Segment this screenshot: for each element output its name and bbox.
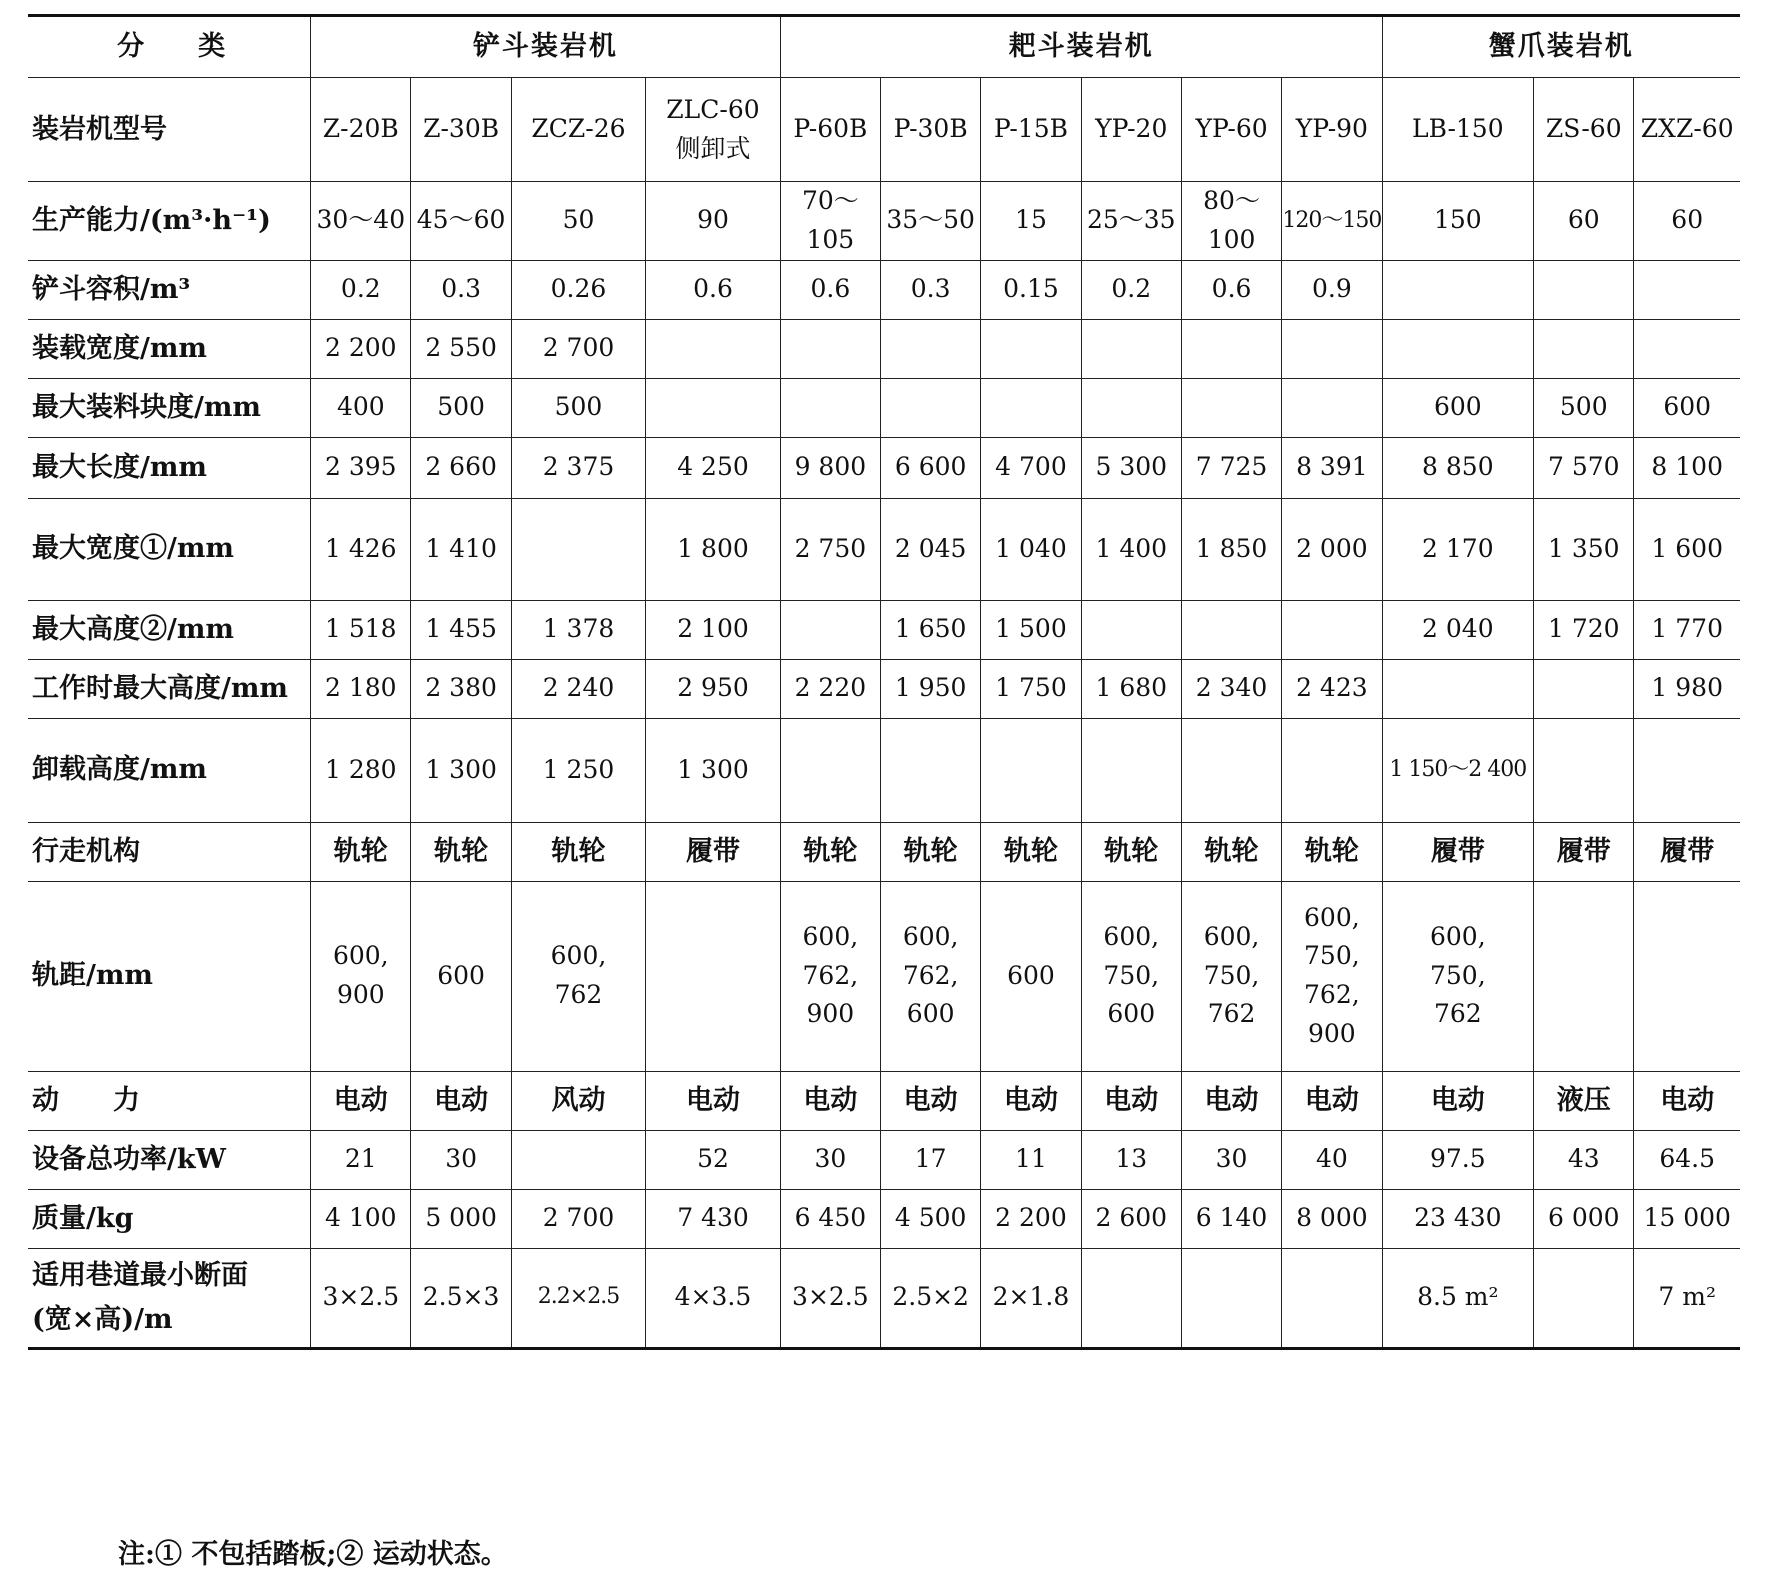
model-cell: LB-150 [1382, 78, 1534, 182]
value-cell [1534, 718, 1634, 822]
value-cell: 1 950 [881, 659, 981, 718]
value-cell: 500 [511, 378, 645, 437]
value-cell [511, 1130, 645, 1189]
category-label: 分 类 [28, 16, 311, 78]
value-cell: 2 600 [1081, 1189, 1181, 1248]
value-cell: 3×2.5 [780, 1248, 880, 1348]
value-cell: 600 [1382, 378, 1534, 437]
value-cell [1634, 319, 1740, 378]
spec-row [28, 498, 1740, 600]
value-cell: 90 [646, 182, 780, 261]
row-label: 卸载高度/mm [28, 718, 311, 822]
value-cell: 600 [411, 881, 511, 1071]
model-cell: Z-20B [311, 78, 411, 182]
value-cell [1534, 1248, 1634, 1348]
value-cell: 6 600 [881, 437, 981, 498]
value-cell: 2 380 [411, 659, 511, 718]
value-cell: 电动 [780, 1071, 880, 1130]
value-cell: 30 [1181, 1130, 1281, 1189]
value-cell: 35～50 [881, 182, 981, 261]
model-cell: P-15B [981, 78, 1081, 182]
value-cell: 500 [1534, 378, 1634, 437]
loader-spec-table [28, 14, 1740, 1350]
value-cell: 1 350 [1534, 498, 1634, 600]
value-cell: 52 [646, 1130, 780, 1189]
value-cell [1181, 319, 1281, 378]
value-cell: 1 150～2 400 [1382, 718, 1534, 822]
value-cell: 1 650 [881, 600, 981, 659]
row-label: 铲斗容积/m³ [28, 260, 311, 319]
model-cell: YP-60 [1181, 78, 1281, 182]
spec-row [28, 1071, 1740, 1130]
value-cell: 0.9 [1282, 260, 1382, 319]
value-cell [780, 718, 880, 822]
value-cell: 7 m² [1634, 1248, 1740, 1348]
model-cell: ZLC-60 侧卸式 [646, 78, 780, 182]
value-cell: 轨轮 [411, 822, 511, 881]
value-cell: 电动 [411, 1071, 511, 1130]
row-label: 适用巷道最小断面 (宽×高)/m [28, 1248, 311, 1348]
group-crab-claw-loader: 蟹爪装岩机 [1382, 16, 1740, 78]
value-cell: 电动 [1282, 1071, 1382, 1130]
value-cell: 7 430 [646, 1189, 780, 1248]
value-cell: 2 750 [780, 498, 880, 600]
value-cell: 0.6 [1181, 260, 1281, 319]
model-row [28, 78, 1740, 182]
value-cell [1534, 260, 1634, 319]
value-cell: 2 180 [311, 659, 411, 718]
value-cell: 2 220 [780, 659, 880, 718]
value-cell: 7 570 [1534, 437, 1634, 498]
value-cell: 轨轮 [981, 822, 1081, 881]
value-cell: 2×1.8 [981, 1248, 1081, 1348]
value-cell [780, 378, 880, 437]
value-cell: 2 700 [511, 1189, 645, 1248]
value-cell: 4 500 [881, 1189, 981, 1248]
spec-row [28, 881, 1740, 1071]
model-cell: ZCZ-26 [511, 78, 645, 182]
value-cell [1181, 1248, 1281, 1348]
value-cell [780, 319, 880, 378]
value-cell: 电动 [881, 1071, 981, 1130]
value-cell [1181, 600, 1281, 659]
value-cell: 9 800 [780, 437, 880, 498]
value-cell [511, 498, 645, 600]
value-cell [1534, 881, 1634, 1071]
value-cell: 8.5 m² [1382, 1248, 1534, 1348]
value-cell: 15 [981, 182, 1081, 261]
value-cell: 60 [1634, 182, 1740, 261]
value-cell [1634, 718, 1740, 822]
value-cell: 600 [1634, 378, 1740, 437]
row-label: 轨距/mm [28, 881, 311, 1071]
value-cell: 轨轮 [881, 822, 981, 881]
value-cell: 2.5×2 [881, 1248, 981, 1348]
value-cell: 2 200 [311, 319, 411, 378]
row-label: 最大宽度①/mm [28, 498, 311, 600]
value-cell: 50 [511, 182, 645, 261]
value-cell: 120～150 [1282, 182, 1382, 261]
value-cell [981, 378, 1081, 437]
value-cell: 1 720 [1534, 600, 1634, 659]
value-cell: 0.3 [881, 260, 981, 319]
row-label: 质量/kg [28, 1189, 311, 1248]
row-label: 装载宽度/mm [28, 319, 311, 378]
value-cell [1081, 319, 1181, 378]
value-cell: 2 340 [1181, 659, 1281, 718]
value-cell: 30～40 [311, 182, 411, 261]
spec-row [28, 378, 1740, 437]
value-cell: 600 [981, 881, 1081, 1071]
value-cell: 600, 762, 900 [780, 881, 880, 1071]
value-cell: 64.5 [1634, 1130, 1740, 1189]
value-cell: 电动 [1081, 1071, 1181, 1130]
value-cell: 电动 [646, 1071, 780, 1130]
value-cell: 1 750 [981, 659, 1081, 718]
spec-row [28, 1189, 1740, 1248]
value-cell [881, 718, 981, 822]
value-cell: 11 [981, 1130, 1081, 1189]
value-cell: 8 000 [1282, 1189, 1382, 1248]
value-cell: 2 040 [1382, 600, 1534, 659]
value-cell: 0.6 [780, 260, 880, 319]
value-cell [780, 600, 880, 659]
table-footnote: 注:① 不包括踏板;② 运动状态。 [118, 1539, 508, 1570]
value-cell: 4×3.5 [646, 1248, 780, 1348]
value-cell: 2.5×3 [411, 1248, 511, 1348]
row-label: 最大长度/mm [28, 437, 311, 498]
value-cell: 0.15 [981, 260, 1081, 319]
model-cell: ZXZ-60 [1634, 78, 1740, 182]
value-cell: 1 455 [411, 600, 511, 659]
value-cell: 25～35 [1081, 182, 1181, 261]
spec-row [28, 659, 1740, 718]
spec-row [28, 182, 1740, 261]
spec-row [28, 319, 1740, 378]
value-cell: 21 [311, 1130, 411, 1189]
value-cell: 60 [1534, 182, 1634, 261]
value-cell: 履带 [1382, 822, 1534, 881]
value-cell: 轨轮 [1181, 822, 1281, 881]
value-cell: 4 250 [646, 437, 780, 498]
value-cell: 电动 [1634, 1071, 1740, 1130]
value-cell: 600, 750, 600 [1081, 881, 1181, 1071]
row-label: 行走机构 [28, 822, 311, 881]
value-cell: 6 000 [1534, 1189, 1634, 1248]
value-cell: 风动 [511, 1071, 645, 1130]
model-cell: ZS-60 [1534, 78, 1634, 182]
value-cell: 1 770 [1634, 600, 1740, 659]
value-cell [1534, 659, 1634, 718]
value-cell: 2 700 [511, 319, 645, 378]
value-cell [1081, 600, 1181, 659]
group-scraper-loader: 耙斗装岩机 [780, 16, 1382, 78]
value-cell: 轨轮 [1081, 822, 1181, 881]
value-cell: 电动 [981, 1071, 1081, 1130]
value-cell: 2 423 [1282, 659, 1382, 718]
value-cell [646, 378, 780, 437]
value-cell [1382, 260, 1534, 319]
value-cell: 8 850 [1382, 437, 1534, 498]
value-cell: 2 550 [411, 319, 511, 378]
value-cell: 600, 900 [311, 881, 411, 1071]
spec-row [28, 822, 1740, 881]
value-cell: 1 980 [1634, 659, 1740, 718]
value-cell: 电动 [1382, 1071, 1534, 1130]
value-cell: 2 200 [981, 1189, 1081, 1248]
value-cell: 2 375 [511, 437, 645, 498]
value-cell: 2 395 [311, 437, 411, 498]
value-cell: 电动 [1181, 1071, 1281, 1130]
value-cell [1282, 718, 1382, 822]
value-cell [1382, 659, 1534, 718]
value-cell: 履带 [646, 822, 780, 881]
value-cell: 5 300 [1081, 437, 1181, 498]
value-cell: 1 400 [1081, 498, 1181, 600]
value-cell: 轨轮 [780, 822, 880, 881]
value-cell: 轨轮 [311, 822, 411, 881]
value-cell: 40 [1282, 1130, 1382, 1189]
value-cell: 7 725 [1181, 437, 1281, 498]
category-row [28, 16, 1740, 78]
value-cell [1081, 718, 1181, 822]
value-cell: 2 240 [511, 659, 645, 718]
model-cell: YP-20 [1081, 78, 1181, 182]
value-cell [1282, 378, 1382, 437]
value-cell [1282, 319, 1382, 378]
spec-row [28, 718, 1740, 822]
value-cell: 1 300 [646, 718, 780, 822]
value-cell: 13 [1081, 1130, 1181, 1189]
model-cell: Z-30B [411, 78, 511, 182]
group-shovel-loader: 铲斗装岩机 [311, 16, 781, 78]
value-cell [1181, 718, 1281, 822]
value-cell: 1 500 [981, 600, 1081, 659]
value-cell: 1 378 [511, 600, 645, 659]
value-cell: 600, 750, 762, 900 [1282, 881, 1382, 1071]
value-cell: 30 [411, 1130, 511, 1189]
spec-row [28, 1130, 1740, 1189]
value-cell: 液压 [1534, 1071, 1634, 1130]
value-cell: 17 [881, 1130, 981, 1189]
value-cell [1081, 378, 1181, 437]
value-cell: 600, 750, 762 [1382, 881, 1534, 1071]
value-cell: 23 430 [1382, 1189, 1534, 1248]
value-cell: 1 600 [1634, 498, 1740, 600]
value-cell: 8 100 [1634, 437, 1740, 498]
value-cell: 3×2.5 [311, 1248, 411, 1348]
row-label: 工作时最大高度/mm [28, 659, 311, 718]
value-cell: 45～60 [411, 182, 511, 261]
value-cell [1081, 1248, 1181, 1348]
value-cell [881, 319, 981, 378]
value-cell: 轨轮 [511, 822, 645, 881]
value-cell: 5 000 [411, 1189, 511, 1248]
value-cell: 1 040 [981, 498, 1081, 600]
value-cell: 1 300 [411, 718, 511, 822]
value-cell [1382, 319, 1534, 378]
value-cell: 70～105 [780, 182, 880, 261]
value-cell: 1 410 [411, 498, 511, 600]
value-cell [646, 319, 780, 378]
value-cell: 2 950 [646, 659, 780, 718]
value-cell: 1 850 [1181, 498, 1281, 600]
value-cell: 1 426 [311, 498, 411, 600]
value-cell: 履带 [1534, 822, 1634, 881]
value-cell: 0.26 [511, 260, 645, 319]
value-cell [981, 319, 1081, 378]
value-cell: 1 800 [646, 498, 780, 600]
spec-row [28, 260, 1740, 319]
value-cell: 400 [311, 378, 411, 437]
value-cell: 履带 [1634, 822, 1740, 881]
value-cell: 4 700 [981, 437, 1081, 498]
model-label: 装岩机型号 [28, 78, 311, 182]
value-cell: 0.2 [311, 260, 411, 319]
model-cell: P-30B [881, 78, 981, 182]
value-cell: 2 045 [881, 498, 981, 600]
value-cell: 2 100 [646, 600, 780, 659]
value-cell [1634, 260, 1740, 319]
value-cell [981, 718, 1081, 822]
value-cell: 6 140 [1181, 1189, 1281, 1248]
value-cell: 2 170 [1382, 498, 1534, 600]
spec-row [28, 600, 1740, 659]
value-cell: 2 000 [1282, 498, 1382, 600]
value-cell: 1 280 [311, 718, 411, 822]
value-cell: 97.5 [1382, 1130, 1534, 1189]
value-cell: 2 660 [411, 437, 511, 498]
value-cell: 1 250 [511, 718, 645, 822]
value-cell: 600, 762 [511, 881, 645, 1071]
row-label: 最大装料块度/mm [28, 378, 311, 437]
value-cell: 2.2×2.5 [511, 1248, 645, 1348]
value-cell: 1 518 [311, 600, 411, 659]
value-cell [1181, 378, 1281, 437]
value-cell: 30 [780, 1130, 880, 1189]
value-cell: 0.6 [646, 260, 780, 319]
value-cell [1634, 881, 1740, 1071]
model-cell: YP-90 [1282, 78, 1382, 182]
value-cell: 80～100 [1181, 182, 1281, 261]
spec-row [28, 437, 1740, 498]
value-cell: 1 680 [1081, 659, 1181, 718]
value-cell: 6 450 [780, 1189, 880, 1248]
value-cell: 4 100 [311, 1189, 411, 1248]
value-cell: 0.3 [411, 260, 511, 319]
value-cell: 8 391 [1282, 437, 1382, 498]
row-label: 最大高度②/mm [28, 600, 311, 659]
value-cell: 轨轮 [1282, 822, 1382, 881]
value-cell: 600, 750, 762 [1181, 881, 1281, 1071]
value-cell [1282, 600, 1382, 659]
row-label: 设备总功率/kW [28, 1130, 311, 1189]
value-cell: 600, 762, 600 [881, 881, 981, 1071]
value-cell: 0.2 [1081, 260, 1181, 319]
spec-row [28, 1248, 1740, 1348]
value-cell [881, 378, 981, 437]
value-cell: 15 000 [1634, 1189, 1740, 1248]
value-cell [1282, 1248, 1382, 1348]
row-label: 生产能力/(m³·h⁻¹) [28, 182, 311, 261]
value-cell [646, 881, 780, 1071]
model-cell: P-60B [780, 78, 880, 182]
spec-table-page [28, 14, 1740, 1570]
value-cell: 500 [411, 378, 511, 437]
value-cell: 43 [1534, 1130, 1634, 1189]
value-cell [1534, 319, 1634, 378]
row-label: 动 力 [28, 1071, 311, 1130]
value-cell: 150 [1382, 182, 1534, 261]
value-cell: 电动 [311, 1071, 411, 1130]
